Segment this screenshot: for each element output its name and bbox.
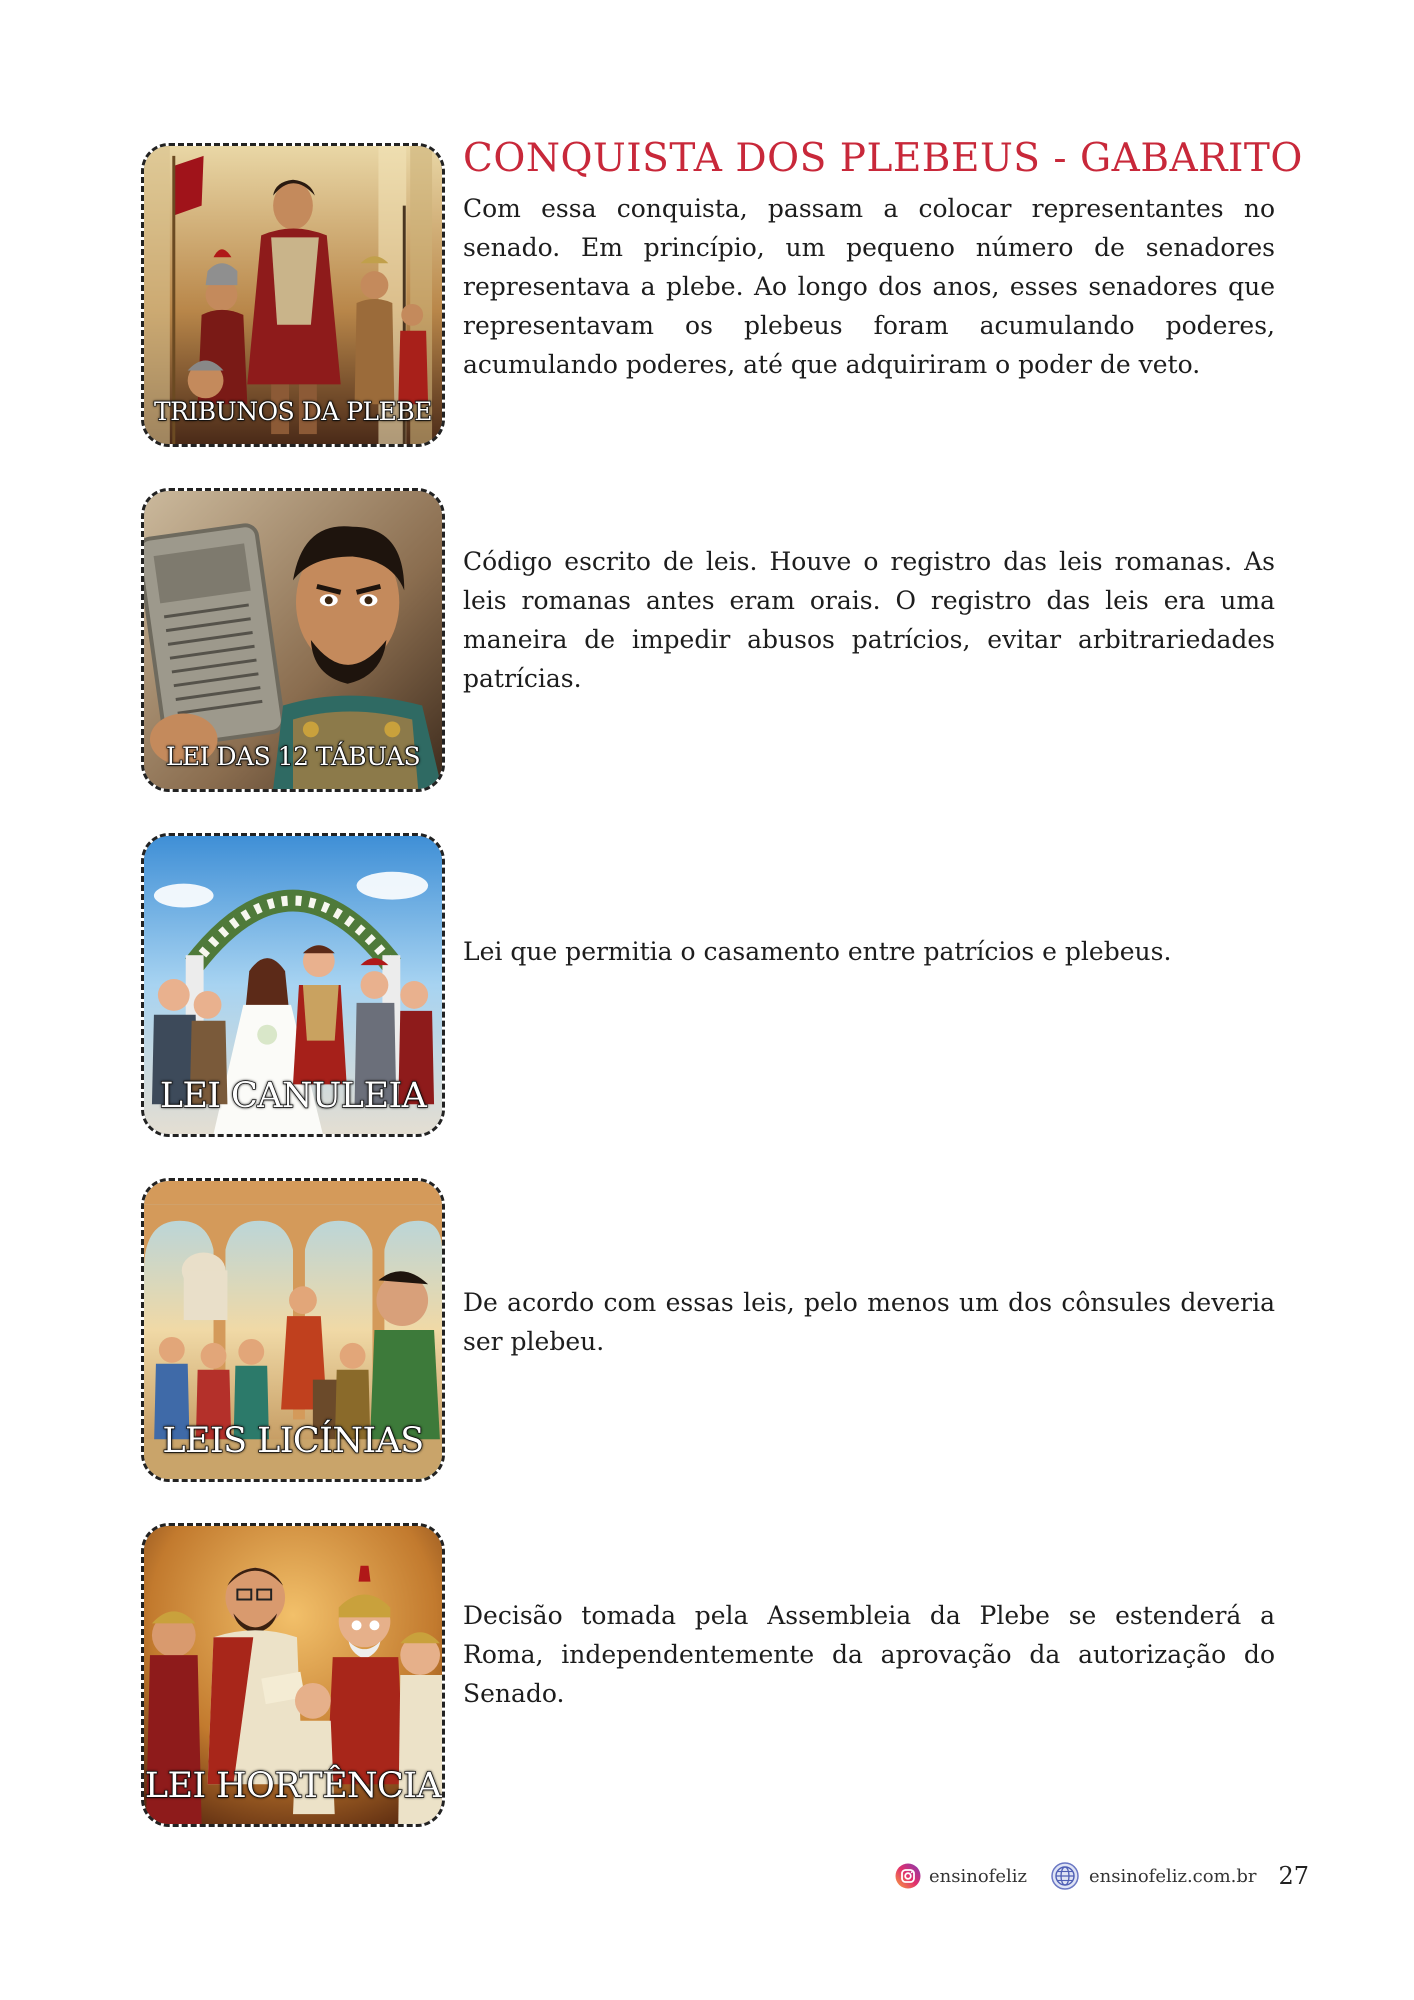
illustration-leis-licinias [141, 1178, 445, 1482]
illustration-tribunos-da-plebe [141, 143, 445, 447]
illustration-lei-canuleia [141, 833, 445, 1137]
card-caption: LEI HORTÊNCIA [144, 1766, 442, 1806]
instagram-icon [895, 1863, 921, 1889]
illustration-lei-hortencia [141, 1523, 445, 1827]
page-title: CONQUISTA DOS PLEBEUS - GABARITO [463, 136, 1303, 181]
answer-text-licinias: De acordo com essas leis, pelo menos um dos cônsules deveria ser plebeu. [463, 1288, 1275, 1356]
answer-text-12-tabuas: Código escrito de leis. Houve o registro das leis romanas. As leis romanas antes eram orais. O registro das leis era uma maneira de impedir abusos patrícios, evitar arbitrariedades patrícias. [463, 547, 1275, 693]
page-number: 27 [1278, 1862, 1310, 1890]
answer-text-canuleia: Lei que permitia o casamento entre patrícios e plebeus. [463, 937, 1172, 966]
instagram-handle[interactable]: ensinofeliz [929, 1865, 1027, 1887]
illustration-lei-das-12-tabuas [141, 488, 445, 792]
card-caption: LEI DAS 12 TÁBUAS [165, 742, 421, 771]
card-caption: LEI CANULEIA [159, 1076, 427, 1116]
answer-text-tribunos: Com essa conquista, passam a colocar representantes no senado. Em princípio, um pequeno número de senadores representava a plebe. Ao longo dos anos, esses senadores que representavam os plebeus foram acumulando poderes, acumulando poderes, até que adquiriram o poder de veto. [463, 194, 1275, 379]
website-link[interactable]: ensinofeliz.com.br [1088, 1865, 1257, 1887]
card-caption: TRIBUNOS DA PLEBE [153, 397, 433, 426]
answer-text-hortencia: Decisão tomada pela Assembleia da Plebe se estenderá a Roma, independentemente da aprovação da autorização do Senado. [463, 1601, 1275, 1708]
globe-icon [1051, 1862, 1079, 1890]
footer [895, 1856, 1309, 1896]
card-caption: LEIS LICÍNIAS [162, 1421, 424, 1461]
